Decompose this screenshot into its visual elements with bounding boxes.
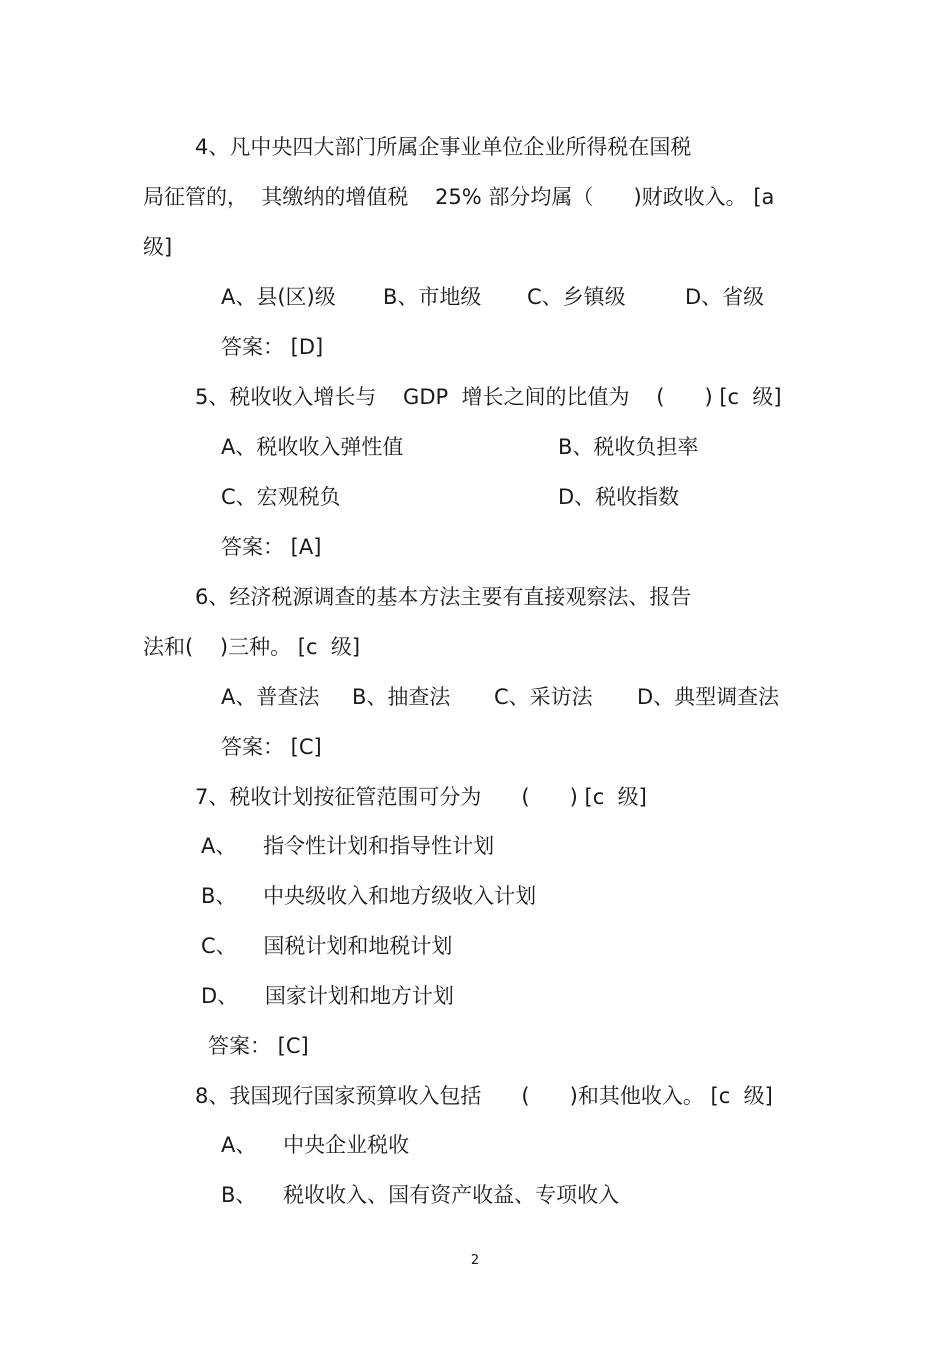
question-7-answer: 答案： [C]	[208, 1034, 309, 1058]
question-4-answer: 答案： [D]	[221, 335, 324, 359]
question-4-line-2: 局征管的， 其缴纳的增值税 25% 部分均属（ )财政收入。 [a	[143, 185, 775, 209]
question-7-option-c: C、 国税计划和地税计划	[201, 934, 453, 958]
question-7-option-a: A、 指令性计划和指导性计划	[201, 834, 495, 858]
question-8-line-1: 8、我国现行国家预算收入包括 ( )和其他收入。 [c 级]	[195, 1084, 773, 1108]
page-number: 2	[470, 1253, 480, 1268]
question-6-option-c: C、采访法	[494, 685, 593, 709]
question-7-line-1: 7、税收计划按征管范围可分为 ( ) [c 级]	[195, 785, 647, 809]
question-6-line-1: 6、经济税源调查的基本方法主要有直接观察法、报告	[195, 585, 692, 609]
question-7-option-b: B、 中央级收入和地方级收入计划	[201, 884, 537, 908]
question-5-option-a: A、税收收入弹性值	[221, 435, 404, 459]
question-8-option-a: A、 中央企业税收	[221, 1133, 410, 1157]
question-4-option-c: C、乡镇级	[527, 285, 626, 309]
question-6-option-b: B、抽查法	[352, 685, 451, 709]
question-6-option-d: D、典型调查法	[637, 685, 780, 709]
question-4-line-1: 4、凡中央四大部门所属企事业单位企业所得税在国税	[195, 135, 692, 159]
question-5-line-1: 5、税收收入增长与 GDP 增长之间的比值为 ( ) [c 级]	[195, 385, 782, 409]
question-5-option-c: C、宏观税负	[221, 485, 341, 509]
question-6-line-2: 法和( )三种。 [c 级]	[143, 635, 361, 659]
question-5-option-b: B、税收负担率	[558, 435, 699, 459]
question-8-option-b: B、 税收收入、国有资产收益、专项收入	[221, 1183, 620, 1207]
question-4-option-b: B、市地级	[383, 285, 482, 309]
question-6-option-a: A、普查法	[221, 685, 320, 709]
question-7-option-d: D、 国家计划和地方计划	[201, 984, 454, 1008]
question-4-option-d: D、省级	[685, 285, 765, 309]
question-4-line-3: 级]	[143, 235, 173, 259]
question-4-option-a: A、县(区)级	[221, 285, 336, 309]
question-5-answer: 答案： [A]	[221, 535, 322, 559]
question-6-answer: 答案： [C]	[221, 735, 322, 759]
question-5-option-d: D、税收指数	[558, 485, 680, 509]
